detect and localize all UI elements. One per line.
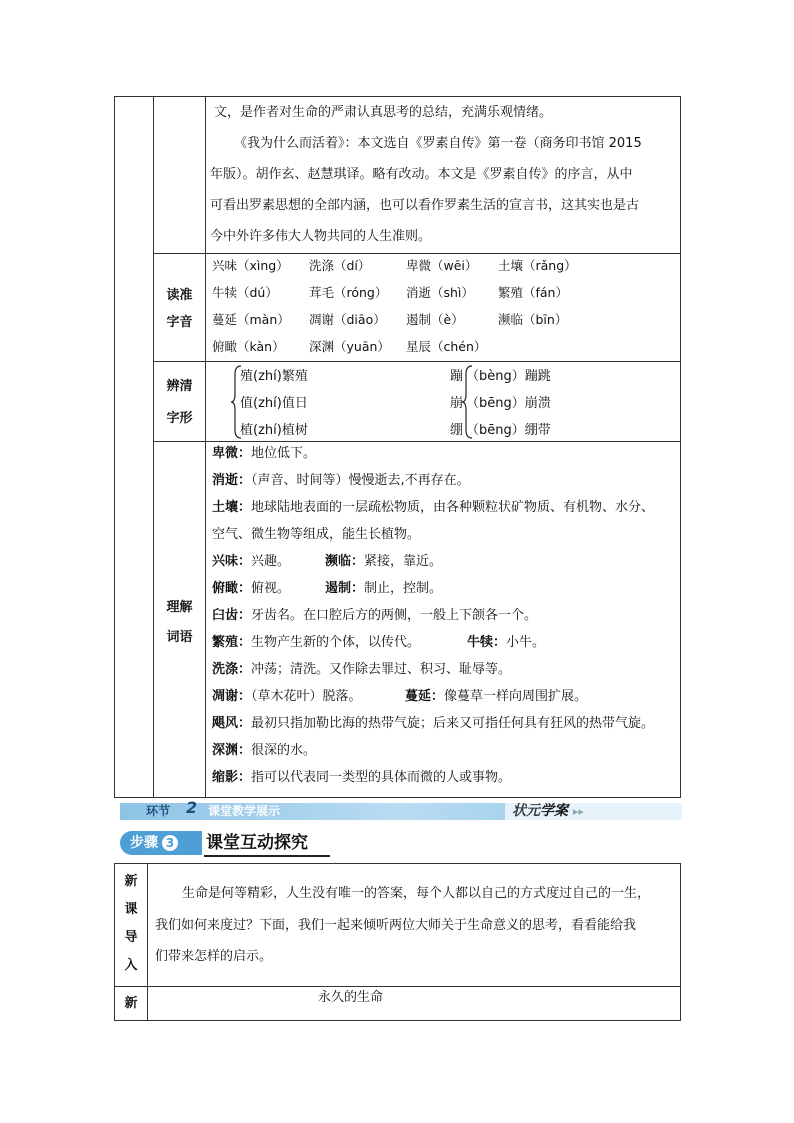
arrow-icon: ▸▸ xyxy=(572,805,584,818)
vocab-line: 俯瞰：俯视。 xyxy=(212,581,291,596)
pinyin-item: 凋谢（diāo） xyxy=(309,312,386,327)
bottom-table-divider xyxy=(147,863,148,1021)
pinyin-item: 兴味（xìng） xyxy=(212,258,289,273)
pinyin-item: 遏制（è） xyxy=(406,312,464,327)
left-word: 植(zhí)植树 xyxy=(240,423,308,438)
banner-huanjie: 环节 xyxy=(146,804,171,818)
vocab-line: 消逝：（声音、时间等）慢慢逝去,不再存在。 xyxy=(212,473,470,488)
vocab-line: 卑微：地位低下。 xyxy=(212,446,317,461)
row-divider-2 xyxy=(153,361,681,362)
table-col-divider-2 xyxy=(205,96,206,798)
pronunciation-label-1: 读准 xyxy=(166,288,193,303)
intro-line-5: 今中外许多伟大人物共同的人生准则。 xyxy=(210,229,432,244)
step-title: 课堂互动探究 xyxy=(206,833,308,853)
row-divider-1 xyxy=(153,253,681,254)
pronunciation-label-2: 字音 xyxy=(166,315,193,330)
vocab-line: 濒临：紧接，靠近。 xyxy=(325,554,443,569)
vocab-line: 遏制：制止，控制。 xyxy=(325,581,443,596)
vocab-line: 缩影：指可以代表同一类型的具体而微的人或事物。 xyxy=(212,770,512,785)
intro-line-1: 文，是作者对生命的严肃认真思考的总结，充满乐观情绪。 xyxy=(214,105,553,120)
vocabulary-label-1: 理解 xyxy=(166,600,193,615)
pinyin-item: 深渊（yuān） xyxy=(309,339,390,354)
left-word: 殖(zhí)繁殖 xyxy=(240,369,308,384)
vocabulary-label-2: 词语 xyxy=(166,630,193,645)
right-word: （bēng）崩溃 xyxy=(466,396,551,411)
vocab-line: 土壤：地球陆地表面的一层疏松物质，由各种颗粒状矿物质、有机物、水分、 xyxy=(212,500,655,515)
pinyin-item: 牛犊（dú） xyxy=(212,285,278,300)
table-col-divider-1 xyxy=(153,96,154,798)
bottom-table-mid xyxy=(114,986,681,987)
pinyin-item: 俯瞰（kàn） xyxy=(212,339,285,354)
pinyin-item: 星辰（chén） xyxy=(406,339,487,354)
left-word: 值(zhí)值日 xyxy=(240,396,308,411)
pinyin-item: 茸毛（róng） xyxy=(309,285,388,300)
distinguish-label-2: 字形 xyxy=(166,411,193,426)
vocab-line: 空气、微生物等组成，能生长植物。 xyxy=(212,527,421,542)
intro-text-line: 们带来怎样的启示。 xyxy=(155,949,273,964)
pinyin-item: 洗涤（dí） xyxy=(309,258,371,273)
vocab-line: 深渊：很深的水。 xyxy=(212,743,317,758)
banner-number: 2 xyxy=(186,798,198,817)
step-title-underline xyxy=(204,855,330,857)
bottom-table-bottom xyxy=(114,1020,681,1021)
vocab-line: 凋谢：（草木花叶）脱落。 xyxy=(212,689,362,704)
step-label: 步骤 xyxy=(130,835,158,851)
vocab-line: 牛犊：小牛。 xyxy=(467,635,546,650)
right-char: 崩 xyxy=(450,396,464,411)
pinyin-item: 土壤（rǎng） xyxy=(498,258,577,273)
intro-line-2: 《我为什么而活着》：本文选自《罗素自传》第一卷（商务印书馆 2015 xyxy=(234,136,642,151)
intro-label-char: 课 xyxy=(124,902,138,917)
vocab-line: 洗涤：冲荡；清洗。又作除去罪过、积习、耻辱等。 xyxy=(212,662,512,677)
table-border-top xyxy=(114,96,681,97)
step-pill xyxy=(120,831,202,855)
intro-label-char: 导 xyxy=(124,930,138,945)
pinyin-item: 繁殖（fán） xyxy=(498,285,568,300)
step-number: 3 xyxy=(162,835,178,851)
vocab-line: 兴味：兴趣。 xyxy=(212,554,291,569)
pinyin-item: 卑微（wēi） xyxy=(406,258,478,273)
pinyin-item: 蔓延（màn） xyxy=(212,312,290,327)
right-word: （bèng）蹦跳 xyxy=(466,369,551,384)
intro-label-char: 入 xyxy=(124,958,138,973)
banner-title: 课堂教学展示 xyxy=(208,804,281,818)
bottom-table-right xyxy=(680,863,681,1021)
right-char: 绷 xyxy=(450,423,464,438)
new-label: 新 xyxy=(124,996,138,1011)
row-divider-bottom xyxy=(114,797,681,798)
table-border-right xyxy=(680,96,681,798)
right-char: 蹦 xyxy=(450,369,464,384)
distinguish-label-1: 辨清 xyxy=(166,379,193,394)
intro-label-char: 新 xyxy=(124,874,138,889)
bottom-table-top xyxy=(114,863,681,864)
brand-logo xyxy=(512,801,584,822)
pinyin-item: 消逝（shì） xyxy=(406,285,474,300)
brand-logo-part-1: 状元 xyxy=(512,803,540,819)
brand-logo-part-2: 学案 xyxy=(540,803,568,819)
intro-line-3: 年版）。胡作玄、赵慧琪译。略有改动。本文是《罗素自传》的序言，从中 xyxy=(210,167,633,182)
pinyin-item: 濒临（bīn） xyxy=(498,312,568,327)
table-border-left xyxy=(114,96,115,798)
vocab-line: 繁殖：生物产生新的个体，以传代。 xyxy=(212,635,421,650)
intro-text-line: 我们如何来度过？下面，我们一起来倾听两位大师关于生命意义的思考，看看能给我 xyxy=(155,918,637,933)
row-divider-3 xyxy=(153,441,681,442)
intro-text-line: 生命是何等精彩，人生没有唯一的答案，每个人都以自己的方式度过自己的一生， xyxy=(182,886,651,901)
intro-line-4: 可看出罗素思想的全部内涵，也可以看作罗素生活的宣言书，这其实也是古 xyxy=(210,198,640,213)
vocab-line: 飓风：最初只指加勒比海的热带气旋；后来又可指任何具有狂风的热带气旋。 xyxy=(212,716,655,731)
right-word: （bēng）绷带 xyxy=(466,423,551,438)
vocab-line: 蔓延：像蔓草一样向周围扩展。 xyxy=(405,689,588,704)
vocab-line: 臼齿：牙齿名。在口腔后方的两侧，一般上下颌各一个。 xyxy=(212,608,538,623)
lesson-title: 永久的生命 xyxy=(318,990,384,1005)
